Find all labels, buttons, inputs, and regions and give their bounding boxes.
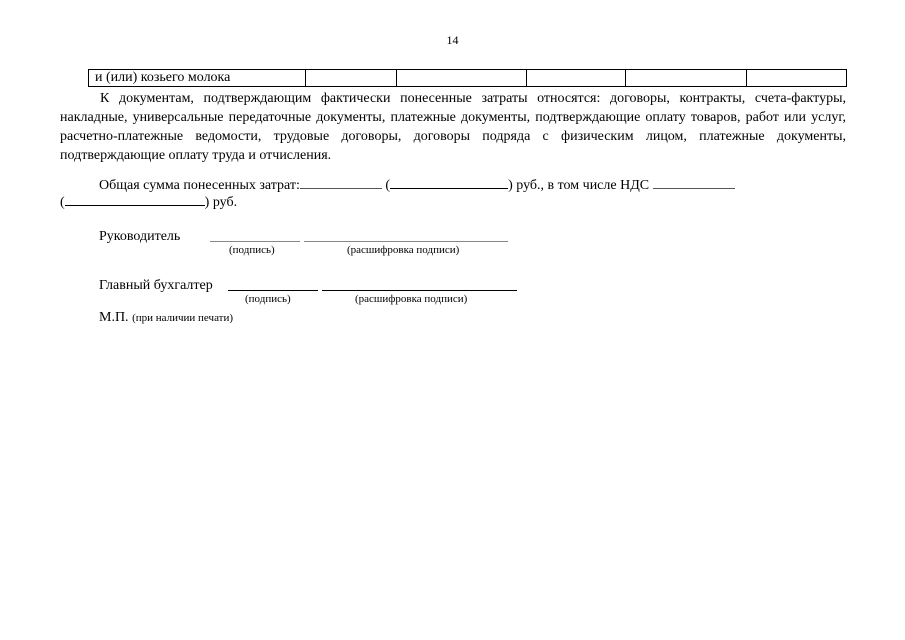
head-decoding-line[interactable] [304, 241, 508, 242]
head-signature-caption: (подпись) [229, 244, 275, 256]
total-close-rub: ) руб., в том числе НДС [508, 178, 650, 193]
accountant-decoding-caption: (расшифровка подписи) [355, 293, 468, 305]
table-cell [397, 70, 527, 87]
total-amount-words-blank[interactable] [390, 176, 508, 189]
total-costs-label: Общая сумма понесенных затрат: [99, 178, 300, 193]
accountant-label: Главный бухгалтер [99, 278, 213, 293]
total-amount-blank[interactable] [300, 176, 382, 189]
head-decoding-caption: (расшифровка подписи) [347, 244, 460, 256]
table-cell [747, 70, 847, 87]
stamp-line [99, 309, 233, 327]
table-cell-product: и (или) козьего молока [89, 70, 306, 87]
accountant-signature-line[interactable] [228, 290, 318, 291]
stamp-note: (при наличии печати) [132, 312, 234, 324]
table-cell [527, 70, 626, 87]
stamp-label: М.П. [99, 310, 129, 325]
vat-close-rub: ) руб. [204, 195, 238, 210]
head-label: Руководитель [99, 229, 181, 244]
vat-words-line [60, 193, 237, 212]
documents-paragraph: К документам, подтверждающим фактически понесенные затраты относятся: договоры, контракты, счета-фактуры, накладные, универсальные передаточные документы, платежные документы, подтверждающие оплату товаров, работ или услуг, расчетно-платежные ведомости, трудовые договоры, договоры подряда с физическим лицом, платежные документы, подтверждающие оплату труда и отчисления. [60, 91, 846, 163]
total-open-paren: ( [385, 178, 391, 193]
vat-words-blank[interactable] [65, 193, 205, 206]
table-cell [626, 70, 747, 87]
vat-open-paren: ( [60, 195, 65, 210]
costs-table-row [88, 69, 847, 87]
table-cell [306, 70, 397, 87]
accountant-signature-caption: (подпись) [245, 293, 291, 305]
accountant-decoding-line[interactable] [322, 290, 517, 291]
page-number: 14 [446, 33, 459, 47]
head-signature-line[interactable] [210, 241, 300, 242]
vat-amount-blank[interactable] [653, 176, 735, 189]
table-row [89, 70, 847, 87]
